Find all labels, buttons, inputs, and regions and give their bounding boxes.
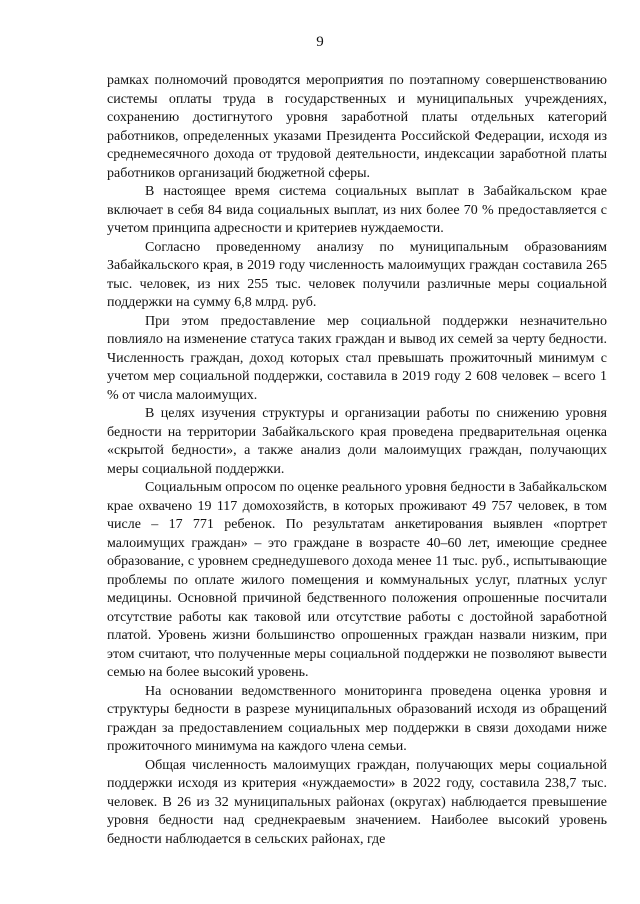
paragraph: При этом предоставление мер социальной поддержки незначительно повлияло на изменение статуса таких граждан и вывод их семей за черту бедности. Численность граждан, доход которых стал превышать прожиточный минимум с учетом мер социальной поддержки, составила в 2019 году 2 608 человек – всего 1 % от числа малоимущих. — [107, 313, 607, 403]
paragraph: Общая численность малоимущих граждан, получающих меры социальной поддержки исходя из критерия «нуждаемости» в 2022 году, составила 238,7 тыс. человек. В 26 из 32 муниципальных районах (округах) наблюдается превышение уровня бедности над среднекраевым значением. Наиболее высокий уровень бедности наблюдается в сельских районах, где — [107, 757, 607, 847]
paragraph: Согласно проведенному анализу по муниципальным образованиям Забайкальского края, в 2019 году численность малоимущих граждан составила 265 тыс. человек, из них 255 тыс. человек получили различные меры социальной поддержки на сумму 6,8 млрд. руб. — [107, 239, 607, 310]
paragraph: Социальным опросом по оценке реального уровня бедности в Забайкальском крае охвачено 19 117 домохозяйств, в которых проживают 49 757 человек, в том числе – 17 771 ребенок. По результатам анкетирования выявлен «портрет малоимущих граждан» – это граждане в возрасте 40–60 лет, имеющие среднее образование, с уровнем среднедушевого дохода менее 11 тыс. руб., испытывающие проблемы по оплате жилого помещения и коммунальных услуг, платных услуг медицины. Основной причиной бедственного положения опрошенные посчитали отсутствие работы как таковой или отсутствие работы с достойной заработной платой. Уровень жизни большинство опрошенных граждан назвали низким, при этом считают, что полученные меры социальной поддержки не позволяют вывести семью на более высокий уровень. — [107, 480, 607, 680]
paragraph: В целях изучения структуры и организации работы по снижению уровня бедности на территории Забайкальского края проведена предварительная оценка «скрытой бедности», а также анализ доли малоимущих граждан, получающих меры социальной поддержки. — [107, 406, 607, 477]
paragraph: В настоящее время система социальных выплат в Забайкальском крае включает в себя 84 вида социальных выплат, из них более 70 % предоставляется с учетом принципа адресности и критериев нуждаемости. — [107, 184, 607, 236]
page-number: 9 — [316, 34, 324, 50]
body-text — [107, 72, 607, 849]
paragraph: На основании ведомственного мониторинга проведена оценка уровня и структуры бедности в разрезе муниципальных образований исходя из обращений граждан за предоставлением социальных мер поддержки в связи доходами ниже прожиточного минимума на каждого члена семьи. — [107, 683, 607, 754]
paragraph-continuation: рамках полномочий проводятся мероприятия по поэтапному совершенствованию системы оплаты труда в государственных и муниципальных учреждениях, сохранению достигнутого уровня заработной платы отдельных категорий работников, определенных указами Президента Российской Федерации, исходя из среднемесячного дохода от трудовой деятельности, индексации заработной платы работников организаций бюджетной сферы. — [107, 73, 607, 181]
